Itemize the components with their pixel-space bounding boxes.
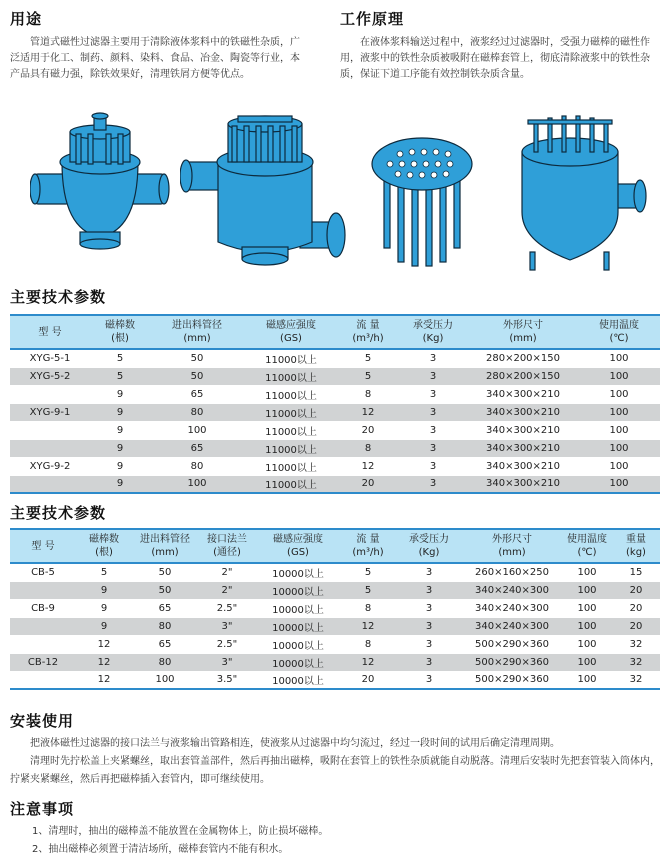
model-cell xyxy=(10,421,90,439)
flange-cell: 3.5" xyxy=(198,671,256,689)
gs-cell: 10000以上 xyxy=(256,653,340,671)
table-row xyxy=(10,385,660,403)
model-cell xyxy=(10,635,76,653)
table-row xyxy=(10,599,660,617)
temp-cell: 100 xyxy=(562,563,612,581)
header-cell: 承受压力 (Kg) xyxy=(398,315,468,349)
temp-cell: 100 xyxy=(562,635,612,653)
gs-cell: 10000以上 xyxy=(256,617,340,635)
diameter-cell: 80 xyxy=(132,653,198,671)
header-cell: 流 量 (m³/h) xyxy=(340,529,396,563)
rods-cell: 12 xyxy=(76,635,132,653)
pressure-cell: 3 xyxy=(396,653,462,671)
gs-cell: 10000以上 xyxy=(256,581,340,599)
gs-cell: 11000以上 xyxy=(244,475,338,493)
model-cell xyxy=(10,671,76,689)
principle-section xyxy=(340,8,660,83)
size-cell: 280×200×150 xyxy=(468,367,578,385)
size-cell: 340×300×210 xyxy=(468,475,578,493)
spec-table-2 xyxy=(10,528,660,690)
table-row xyxy=(10,563,660,581)
temp-cell: 100 xyxy=(578,457,660,475)
rods-cell: 9 xyxy=(90,439,150,457)
flow-cell: 8 xyxy=(340,635,396,653)
size-cell: 340×240×300 xyxy=(462,581,562,599)
rods-cell: 9 xyxy=(76,617,132,635)
flow-cell: 12 xyxy=(338,457,398,475)
notes-section xyxy=(10,798,660,859)
pressure-cell: 3 xyxy=(398,349,468,367)
table-row xyxy=(10,457,660,475)
rods-cell: 9 xyxy=(90,385,150,403)
note-item: 1、清理时，抽出的磁棒盖不能放置在金属物体上，防止损坏磁棒。 xyxy=(32,826,329,837)
pressure-cell: 3 xyxy=(396,617,462,635)
size-cell: 500×290×360 xyxy=(462,635,562,653)
diameter-cell: 100 xyxy=(150,421,244,439)
diameter-cell: 65 xyxy=(132,599,198,617)
weight-cell: 32 xyxy=(612,671,660,689)
rods-cell: 12 xyxy=(76,653,132,671)
model-cell: XYG-5-1 xyxy=(10,349,90,367)
gs-cell: 11000以上 xyxy=(244,349,338,367)
spec-table-2-title-wrap xyxy=(10,502,106,523)
diameter-cell: 80 xyxy=(132,617,198,635)
header-cell: 磁感应强度 (GS) xyxy=(244,315,338,349)
table-header-row xyxy=(10,315,660,349)
flange-cell: 2.5" xyxy=(198,599,256,617)
table-row xyxy=(10,475,660,493)
temp-cell: 100 xyxy=(578,349,660,367)
size-cell: 340×300×210 xyxy=(468,403,578,421)
header-cell: 型 号 xyxy=(10,315,90,349)
model-cell: CB-5 xyxy=(10,563,76,581)
pressure-cell: 3 xyxy=(396,563,462,581)
pressure-cell: 3 xyxy=(398,367,468,385)
rods-cell: 9 xyxy=(90,403,150,421)
model-cell xyxy=(10,617,76,635)
pressure-cell: 3 xyxy=(398,403,468,421)
filter-tank-icon xyxy=(500,112,650,272)
weight-cell: 20 xyxy=(612,599,660,617)
model-cell: XYG-5-2 xyxy=(10,367,90,385)
header-cell: 承受压力 (Kg) xyxy=(396,529,462,563)
usage-title: 用途 xyxy=(10,10,43,28)
temp-cell: 100 xyxy=(562,671,612,689)
header-cell: 接口法兰 (通径) xyxy=(198,529,256,563)
header-cell: 使用温度 (℃) xyxy=(578,315,660,349)
flange-cell: 2.5" xyxy=(198,635,256,653)
diameter-cell: 50 xyxy=(132,581,198,599)
flow-cell: 20 xyxy=(340,671,396,689)
principle-title: 工作原理 xyxy=(340,10,405,28)
rods-cell: 9 xyxy=(90,475,150,493)
table-row xyxy=(10,403,660,421)
table-row xyxy=(10,635,660,653)
diameter-cell: 65 xyxy=(132,635,198,653)
header-cell: 流 量 (m³/h) xyxy=(338,315,398,349)
gs-cell: 11000以上 xyxy=(244,385,338,403)
table-header-row xyxy=(10,529,660,563)
table-row xyxy=(10,671,660,689)
pressure-cell: 3 xyxy=(398,421,468,439)
size-cell: 340×240×300 xyxy=(462,617,562,635)
model-cell xyxy=(10,475,90,493)
install-text-1: 把液体磁性过滤器的接口法兰与液浆输出管路相连，使液浆从过滤器中均匀流过，经过一段时间的试用后确定清理周期。 xyxy=(30,738,560,749)
temp-cell: 100 xyxy=(562,617,612,635)
spec-table-1-title-wrap xyxy=(10,286,106,307)
model-cell: CB-9 xyxy=(10,599,76,617)
model-cell xyxy=(10,439,90,457)
table-row xyxy=(10,439,660,457)
size-cell: 280×200×150 xyxy=(468,349,578,367)
temp-cell: 100 xyxy=(562,581,612,599)
filter-housing-icon xyxy=(30,112,170,267)
note-item: 2、抽出磁棒必须置于清洁场所，磁棒套管内不能有积水。 xyxy=(32,844,289,855)
rods-cell: 5 xyxy=(90,349,150,367)
diameter-cell: 50 xyxy=(150,349,244,367)
model-cell: XYG-9-2 xyxy=(10,457,90,475)
flow-cell: 8 xyxy=(338,439,398,457)
install-text-2: 清理时先拧松盖上夹紧螺丝，取出套管盖部件，然后再抽出磁棒，吸附在套管上的铁性杂质就能自动脱落。清理后安装时先把套管装入筒体内，拧紧夹紧螺丝，然后再把磁棒插入套管内，即可继续使用。 xyxy=(10,756,660,785)
diameter-cell: 50 xyxy=(150,367,244,385)
gs-cell: 10000以上 xyxy=(256,671,340,689)
model-cell xyxy=(10,385,90,403)
weight-cell: 15 xyxy=(612,563,660,581)
size-cell: 340×240×300 xyxy=(462,599,562,617)
diameter-cell: 65 xyxy=(150,385,244,403)
flow-cell: 12 xyxy=(340,617,396,635)
size-cell: 500×290×360 xyxy=(462,671,562,689)
table-row xyxy=(10,653,660,671)
table-row xyxy=(10,367,660,385)
gs-cell: 11000以上 xyxy=(244,457,338,475)
pressure-cell: 3 xyxy=(398,475,468,493)
gs-cell: 10000以上 xyxy=(256,635,340,653)
install-section xyxy=(10,710,660,789)
size-cell: 500×290×360 xyxy=(462,653,562,671)
size-cell: 340×300×210 xyxy=(468,439,578,457)
temp-cell: 100 xyxy=(578,367,660,385)
header-cell: 磁棒数 (根) xyxy=(76,529,132,563)
header-cell: 磁棒数 (根) xyxy=(90,315,150,349)
rods-cell: 9 xyxy=(76,599,132,617)
model-cell: CB-12 xyxy=(10,653,76,671)
flow-cell: 8 xyxy=(340,599,396,617)
principle-text: 在液体浆料输送过程中，液浆经过过滤器时，受强力磁棒的磁性作用，液浆中的铁性杂质被吸附在磁棒套管上，彻底清除液浆中的铁性杂质，保证下道工序能有效控制铁杂质含量。 xyxy=(340,37,650,80)
size-cell: 340×300×210 xyxy=(468,457,578,475)
flange-cell: 3" xyxy=(198,653,256,671)
weight-cell: 20 xyxy=(612,617,660,635)
flange-cell: 2" xyxy=(198,581,256,599)
flange-cell: 3" xyxy=(198,617,256,635)
table-row xyxy=(10,581,660,599)
diameter-cell: 80 xyxy=(150,457,244,475)
temp-cell: 100 xyxy=(562,599,612,617)
pressure-cell: 3 xyxy=(398,457,468,475)
model-cell: XYG-9-1 xyxy=(10,403,90,421)
temp-cell: 100 xyxy=(578,439,660,457)
rods-cell: 9 xyxy=(90,457,150,475)
pressure-cell: 3 xyxy=(396,671,462,689)
header-cell: 进出料管径 (mm) xyxy=(150,315,244,349)
diameter-cell: 50 xyxy=(132,563,198,581)
temp-cell: 100 xyxy=(578,385,660,403)
spec-table-1 xyxy=(10,314,660,494)
flow-cell: 12 xyxy=(338,403,398,421)
table-row xyxy=(10,349,660,367)
flange-cell: 2" xyxy=(198,563,256,581)
rods-cell: 5 xyxy=(90,367,150,385)
pressure-cell: 3 xyxy=(398,385,468,403)
gs-cell: 11000以上 xyxy=(244,367,338,385)
weight-cell: 32 xyxy=(612,635,660,653)
temp-cell: 100 xyxy=(578,421,660,439)
header-cell: 外形尺寸 (mm) xyxy=(462,529,562,563)
diameter-cell: 80 xyxy=(150,403,244,421)
temp-cell: 100 xyxy=(578,475,660,493)
model-cell xyxy=(10,581,76,599)
header-cell: 重量 (kg) xyxy=(612,529,660,563)
flow-cell: 12 xyxy=(340,653,396,671)
filter-housing-open-icon xyxy=(180,112,350,272)
header-cell: 使用温度 (℃) xyxy=(562,529,612,563)
header-cell: 外形尺寸 (mm) xyxy=(468,315,578,349)
flow-cell: 20 xyxy=(338,475,398,493)
size-cell: 340×300×210 xyxy=(468,421,578,439)
temp-cell: 100 xyxy=(562,653,612,671)
flow-cell: 5 xyxy=(338,349,398,367)
table-row xyxy=(10,617,660,635)
flow-cell: 8 xyxy=(338,385,398,403)
diameter-cell: 100 xyxy=(132,671,198,689)
diameter-cell: 65 xyxy=(150,439,244,457)
notes-title: 注意事项 xyxy=(10,800,75,818)
rods-cell: 5 xyxy=(76,563,132,581)
rods-cell: 9 xyxy=(90,421,150,439)
flow-cell: 20 xyxy=(338,421,398,439)
gs-cell: 11000以上 xyxy=(244,439,338,457)
spec-table-2-title: 主要技术参数 xyxy=(10,504,107,522)
gs-cell: 10000以上 xyxy=(256,599,340,617)
install-title: 安装使用 xyxy=(10,712,75,730)
rods-cell: 12 xyxy=(76,671,132,689)
usage-text: 管道式磁性过滤器主要用于清除液体浆料中的铁磁性杂质，广泛适用于化工、制药、颜料、染料、食品、冶金、陶瓷等行业，本产品具有磁力强，除铁效果好，清理铁屑方便等优点。 xyxy=(10,37,300,80)
header-cell: 磁感应强度 (GS) xyxy=(256,529,340,563)
weight-cell: 20 xyxy=(612,581,660,599)
pressure-cell: 3 xyxy=(396,599,462,617)
header-cell: 型 号 xyxy=(10,529,76,563)
rods-cell: 9 xyxy=(76,581,132,599)
temp-cell: 100 xyxy=(578,403,660,421)
size-cell: 340×300×210 xyxy=(468,385,578,403)
magnetic-rod-grid-icon xyxy=(370,112,480,272)
pressure-cell: 3 xyxy=(396,581,462,599)
table-row xyxy=(10,421,660,439)
usage-section xyxy=(10,8,302,83)
gs-cell: 11000以上 xyxy=(244,421,338,439)
pressure-cell: 3 xyxy=(398,439,468,457)
header-cell: 进出料管径 (mm) xyxy=(132,529,198,563)
gs-cell: 11000以上 xyxy=(244,403,338,421)
flow-cell: 5 xyxy=(340,581,396,599)
pressure-cell: 3 xyxy=(396,635,462,653)
flow-cell: 5 xyxy=(340,563,396,581)
gs-cell: 10000以上 xyxy=(256,563,340,581)
size-cell: 260×160×250 xyxy=(462,563,562,581)
product-illustrations xyxy=(30,112,650,272)
weight-cell: 32 xyxy=(612,653,660,671)
diameter-cell: 100 xyxy=(150,475,244,493)
flow-cell: 5 xyxy=(338,367,398,385)
spec-table-1-title: 主要技术参数 xyxy=(10,288,107,306)
